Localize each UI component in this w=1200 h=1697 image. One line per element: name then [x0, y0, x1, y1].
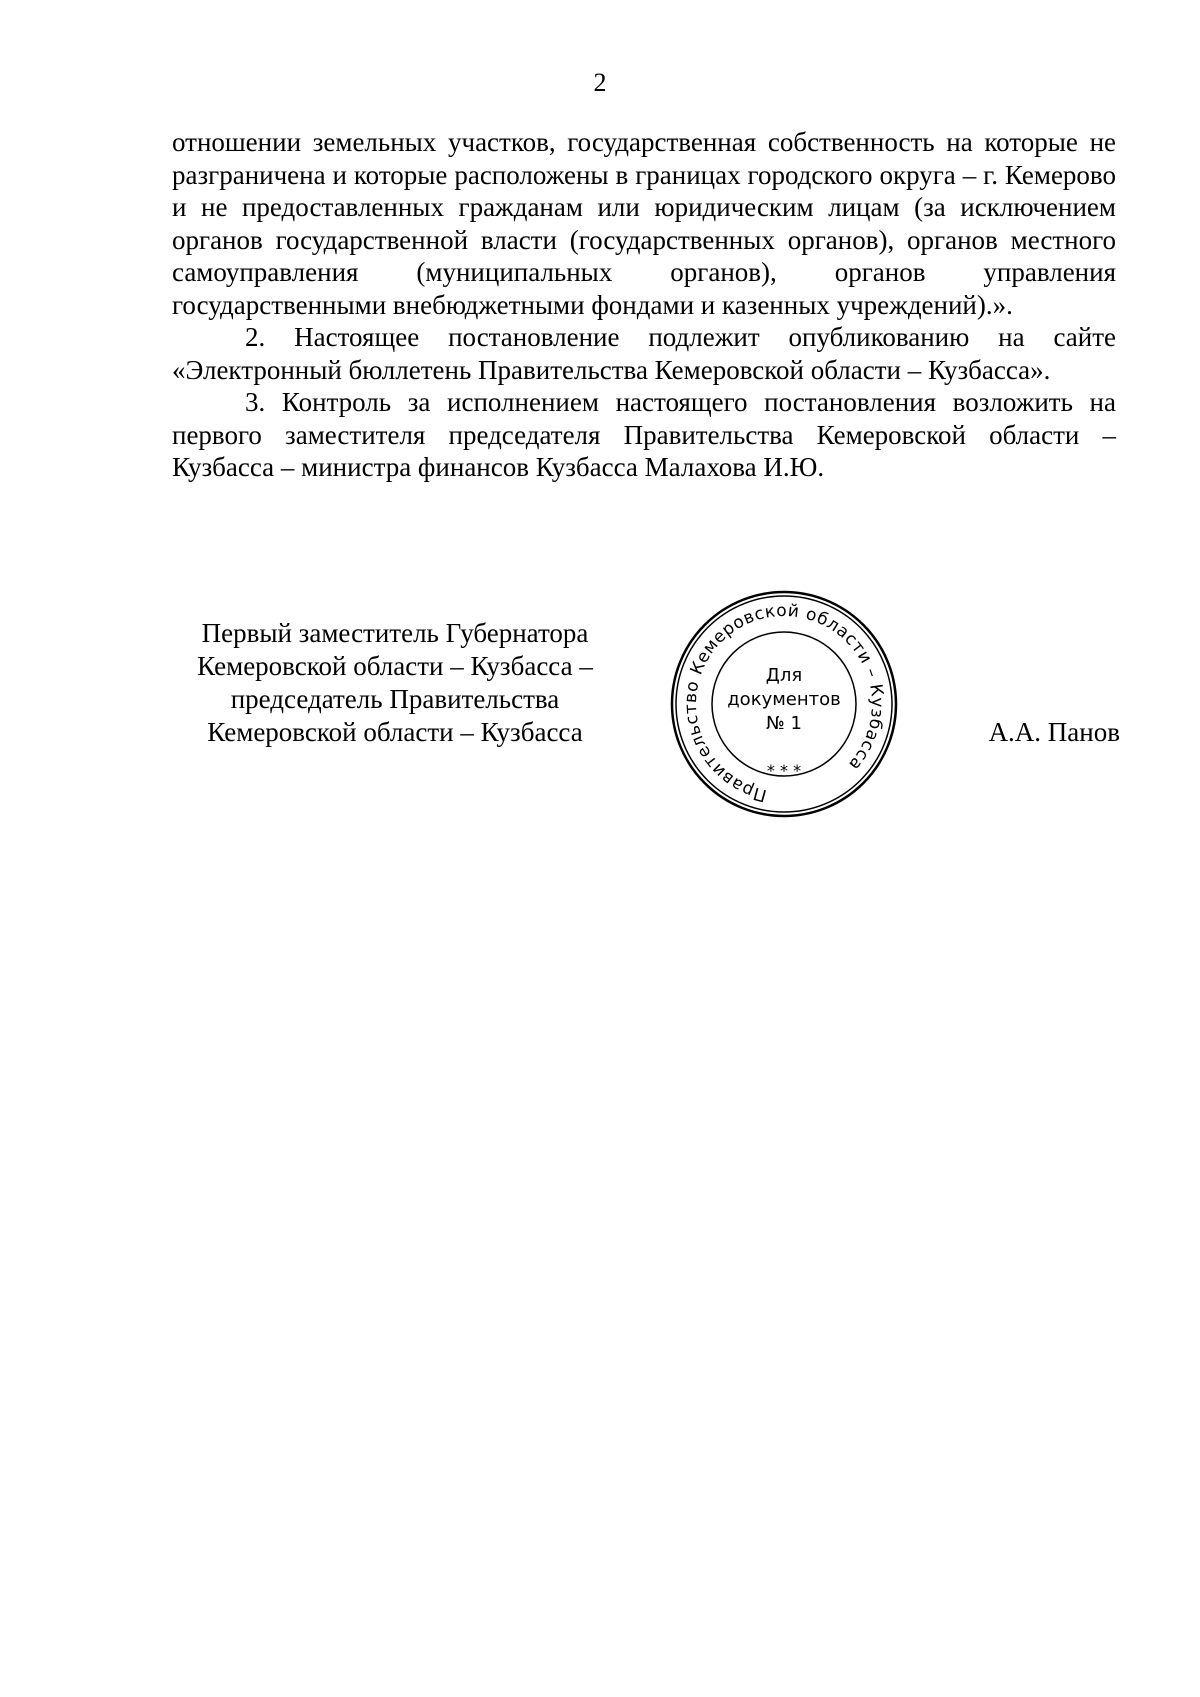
signatory-position — [140, 617, 650, 749]
paragraph-3: 3. Контроль за исполнением настоящего постановления возложить на первого заместителя председателя Правительства Кемеровской области – Кузбасса – министра финансов Кузбасса Малахова И.Ю. — [172, 387, 1116, 482]
signatory-position-line: Первый заместитель Губернатора — [201, 618, 589, 648]
seal-center-line: Для — [765, 665, 803, 686]
page-number: 2 — [593, 68, 607, 97]
signatory-position-line: председатель Правительства — [230, 684, 560, 714]
signatory-position-line: Кемеровской области – Кузбасса — [207, 717, 583, 747]
document-body — [172, 126, 1116, 484]
official-seal-stamp — [669, 589, 899, 819]
seal-stars: * * * — [766, 761, 802, 780]
signatory-position-line: Кемеровской области – Кузбасса – — [197, 651, 593, 681]
paragraph-2: 2. Настоящее постановление подлежит опубликованию на сайте «Электронный бюллетень Правительства Кемеровской области – Кузбасса». — [172, 322, 1116, 385]
seal-ring-text: Правительство Кемеровской области – Кузбасса — [680, 600, 888, 806]
signatory-name: А.А. Панов — [988, 717, 1120, 747]
seal-center-line: № 1 — [766, 713, 802, 734]
paragraph-continuation: отношении земельных участков, государственная собственность на которые не разграничена и которые расположены в границах городского округа – г. Кемерово и не предоставленных гражданам или юридическим лицам (за исключением органов государственной власти (государственных органов), органов местного самоуправления (муниципальных органов), органов управления государственными внебюджетными фондами и казенных учреждений).». — [172, 127, 1116, 320]
seal-graphic — [669, 589, 899, 819]
seal-center-line: документов — [727, 689, 841, 710]
